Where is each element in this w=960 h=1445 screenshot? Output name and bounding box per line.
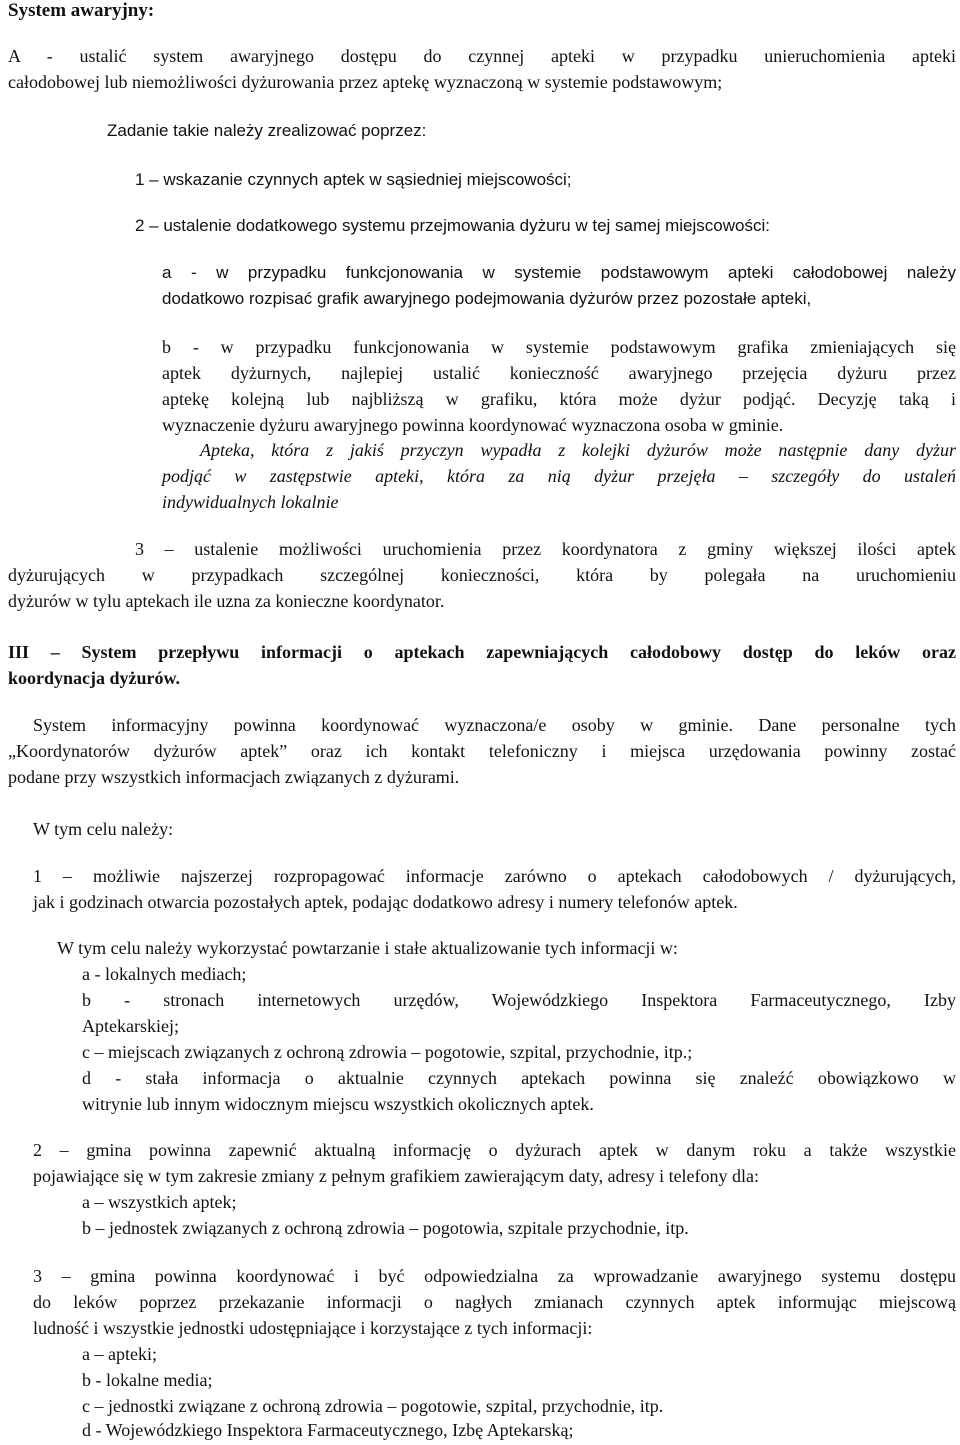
goal-1-sub-d-line-1: d - stała informacja o aktualnie czynnych aptekach powinna się znaleźć obowiązkowo w	[82, 1068, 956, 1088]
goal-3-sub-b: b - lokalne media;	[82, 1370, 213, 1390]
goal-3-sub-a: a – apteki;	[82, 1344, 157, 1364]
goal-1-sub-b-line-1: b - stronach internetowych urzędów, Wojewódzkiego Inspektora Farmaceutycznego, Izby	[82, 990, 956, 1010]
page-heading: System awaryjny:	[8, 0, 155, 21]
section-3-title-line-1: III – System przepływu informacji o aptekach zapewniających całodobowy dostęp do leków oraz	[8, 642, 956, 662]
item-2b-line-4: wyznaczenie dyżuru awaryjnego powinna koordynować wyznaczona osoba w gminie.	[162, 415, 784, 435]
goal-3-line-3: ludność i wszystkie jednostki udostępniające i korzystające z tych informacji:	[33, 1318, 593, 1338]
task-intro: Zadanie takie należy zrealizować poprzez:	[107, 121, 427, 140]
system-info-line-2: „Koordynatorów dyżurów aptek” oraz ich kontakt telefoniczny i miejsca urzędowania powinny zostać	[8, 741, 956, 761]
goal-1-sub-b-line-2: Aptekarskiej;	[82, 1016, 179, 1036]
item-2a-line-1: a - w przypadku funkcjonowania w systemie podstawowym apteki całodobowej należy	[162, 263, 956, 282]
italic-note-line-1: Apteka, która z jakiś przyczyn wypadła z kolejki dyżurów może następnie dany dyżur	[200, 440, 956, 460]
italic-note-line-2: podjąć w zastępstwie apteki, która za nią dyżur przejęła – szczegóły do ustaleń	[162, 466, 956, 486]
item-2b-line-3: aptekę kolejną lub najbliższą w grafiku, która może dyżur podjąć. Decyzję taką i	[162, 389, 956, 409]
goal-1-sub-intro: W tym celu należy wykorzystać powtarzanie i stałe aktualizowanie tych informacji w:	[57, 938, 678, 958]
goal-1-line-2: jak i godzinach otwarcia pozostałych aptek, podając dodatkowo adresy i numery telefonów aptek.	[33, 892, 738, 912]
paragraph-a-intro-line-2: całodobowej lub niemożliwości dyżurowania przez aptekę wyznaczoną w systemie podstawowym;	[8, 72, 723, 92]
paragraph-a-intro-line-1: A - ustalić system awaryjnego dostępu do czynnej apteki w przypadku unieruchomienia apteki	[8, 46, 956, 66]
goal-3-line-1: 3 – gmina powinna koordynować i być odpowiedzialna za wprowadzanie awaryjnego systemu dostępu	[33, 1266, 956, 1286]
italic-note-line-3: indywidualnych lokalnie	[162, 492, 339, 512]
item-2b-line-1: b - w przypadku funkcjonowania w systemie podstawowym grafika zmieniających się	[162, 337, 956, 357]
item-3-line-3: dyżurów w tylu aptekach ile uzna za konieczne koordynator.	[8, 591, 445, 611]
goal-2-line-2: pojawiające się w tym zakresie zmiany z pełnym grafikiem zawierającym daty, adresy i telefony dla:	[33, 1166, 760, 1186]
item-1: 1 – wskazanie czynnych aptek w sąsiedniej miejscowości;	[135, 170, 572, 189]
goal-3-sub-d: d - Wojewódzkiego Inspektora Farmaceutycznego, Izbę Aptekarską;	[82, 1420, 574, 1440]
goal-1-sub-c: c – miejscach związanych z ochroną zdrowia – pogotowie, szpital, przychodnie, itp.;	[82, 1042, 693, 1062]
goal-2-sub-b: b – jednostek związanych z ochroną zdrowia – pogotowia, szpitale przychodnie, itp.	[82, 1218, 689, 1238]
item-2: 2 – ustalenie dodatkowego systemu przejmowania dyżuru w tej samej miejscowości:	[135, 216, 770, 235]
system-info-line-1: System informacyjny powinna koordynować wyznaczona/e osoby w gminie. Dane personalne tych	[33, 715, 956, 735]
item-3-line-1: 3 – ustalenie możliwości uruchomienia przez koordynatora z gminy większej ilości aptek	[135, 539, 956, 559]
goal-3-sub-c: c – jednostki związane z ochroną zdrowia – pogotowie, szpital, przychodnie, itp.	[82, 1396, 664, 1416]
item-2a-line-2: dodatkowo rozpisać grafik awaryjnego podejmowania dyżurów przez pozostałe apteki,	[162, 289, 812, 308]
goal-2-sub-a: a – wszystkich aptek;	[82, 1192, 237, 1212]
section-3-title-line-2: koordynacja dyżurów.	[8, 668, 181, 688]
goal-3-line-2: do leków poprzez przekazanie informacji o nagłych zmianach czynnych aptek informując miejscową	[33, 1292, 956, 1312]
goal-intro: W tym celu należy:	[33, 819, 174, 839]
goal-1-sub-a: a - lokalnych mediach;	[82, 964, 247, 984]
system-info-line-3: podane przy wszystkich informacjach związanych z dyżurami.	[8, 767, 460, 787]
item-3-line-2: dyżurujących w przypadkach szczególnej konieczności, która by polegała na uruchomieniu	[8, 565, 956, 585]
goal-1-sub-d-line-2: witrynie lub innym widocznym miejscu wszystkich okolicznych aptek.	[82, 1094, 594, 1114]
goal-1-line-1: 1 – możliwie najszerzej rozpropagować informacje zarówno o aptekach całodobowych / dyżurujących,	[33, 866, 956, 886]
item-2b-line-2: aptek dyżurnych, najlepiej ustalić konieczność awaryjnego przejęcia dyżuru przez	[162, 363, 956, 383]
goal-2-line-1: 2 – gmina powinna zapewnić aktualną informację o dyżurach aptek w danym roku a także wszystkie	[33, 1140, 956, 1160]
